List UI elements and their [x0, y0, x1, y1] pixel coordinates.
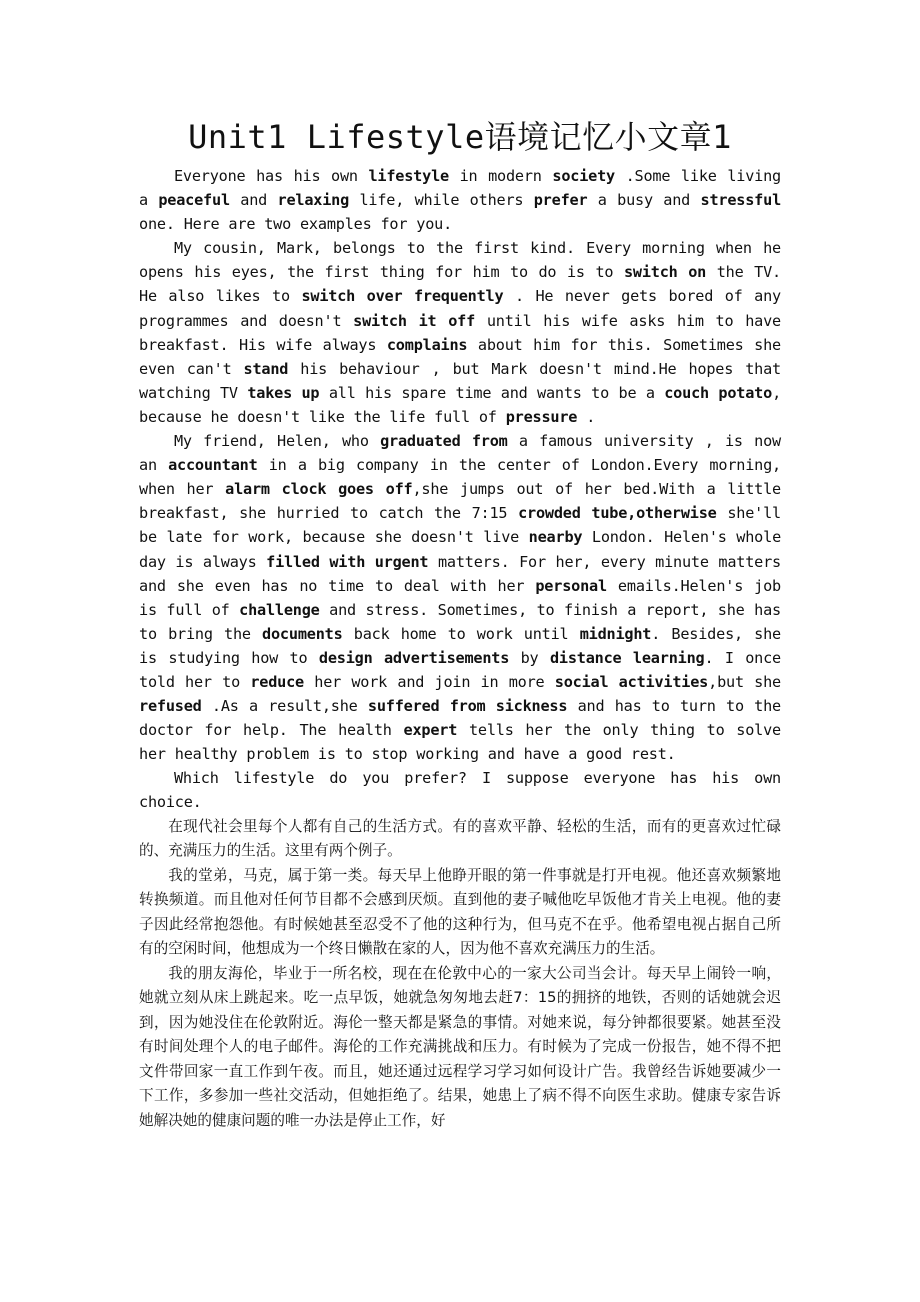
key-term: stand	[243, 359, 289, 378]
key-term: lifestyle	[368, 167, 449, 185]
english-paragraph	[139, 164, 781, 236]
document-title: Unit1 Lifestyle语境记忆小文章1	[188, 118, 732, 156]
text-run: Which lifestyle do you prefer? I suppose everyone has his own choice.	[139, 769, 781, 812]
text-run: and	[229, 191, 278, 210]
key-term: alarm clock goes off	[225, 480, 413, 499]
text-run: ,but she	[708, 672, 781, 691]
text-run: all his spare time and wants to be a	[319, 383, 665, 402]
chinese-paragraph: 在现代社会里每个人都有自己的生活方式。有的喜欢平静、轻松的生活，而有的更喜欢过忙碌的、充满压力的生活。这里有两个例子。	[139, 817, 781, 860]
key-term: takes up	[247, 383, 320, 402]
key-term: midnight	[579, 624, 652, 643]
key-term: reduce	[250, 672, 304, 691]
text-run: .	[577, 407, 596, 426]
text-run: , because he doesn't like the life full of	[139, 383, 782, 426]
text-run: and stress. Sometimes, to finish a report, she has to bring the	[139, 600, 781, 643]
text-run: .As a result,she	[201, 697, 368, 716]
key-term: graduated from	[380, 432, 508, 451]
key-term: refused	[139, 697, 202, 716]
text-run: back home to work until	[342, 624, 580, 643]
text-run: matters. For her, every minute matters and she even has no time to deal with her	[139, 552, 781, 595]
key-term: social activities	[554, 672, 709, 691]
english-paragraph	[139, 236, 781, 429]
text-run: emails.Helen's job is full of	[139, 576, 781, 619]
text-run: the TV. He also likes to	[139, 263, 781, 306]
chinese-paragraph: 我的朋友海伦，毕业于一所名校，现在在伦敦中心的一家大公司当会计。每天早上闹铃一响，她就立刻从床上跳起来。吃一点早饭，她就急匆匆地去赶7：15的拥挤的地铁，否则的话她就会迟到，因为她没住在伦敦附近。海伦一整天都是紧急的事情。对她来说，每分钟都很要紧。她甚至没有时间处理个人的电子邮件。海伦的工作充满挑战和压力。有时候为了完成一份报告，她不得不把文件带回家一直工作到午夜。而且，她还通过远程学习学习如何设计广告。我曾经告诉她要减少一下工作，多参加一些社交活动，但她拒绝了。结果，她患上了病不得不向医生求助。健康专家告诉她解决她的健康问题的唯一办法是停止工作，好	[139, 964, 781, 1129]
text-run: in modern	[448, 167, 553, 185]
document-page	[139, 112, 781, 1133]
text-run: London. Helen's whole day is always	[139, 528, 782, 571]
key-term: couch potato	[664, 383, 773, 402]
text-run: ,she jumps out of her bed.With a little breakfast, she hurried to catch the 7:15	[139, 480, 781, 523]
text-run: his behaviour , but Mark doesn't mind.He hopes that watching TV	[139, 359, 781, 402]
text-run: she'll be late for work, because she doesn't live	[139, 504, 781, 547]
key-term: challenge	[239, 600, 320, 619]
text-run: by	[509, 648, 550, 667]
text-run: My friend, Helen, who	[173, 432, 381, 451]
key-term: suffered from sickness	[367, 697, 568, 716]
key-term: switch it off	[353, 311, 476, 330]
text-run: . Besides, she is studying how to	[139, 624, 781, 667]
key-term: relaxing	[277, 191, 350, 210]
english-article	[139, 164, 781, 815]
english-paragraph	[139, 766, 781, 814]
english-paragraph	[139, 429, 781, 766]
text-run: one. Here are two examples for you.	[139, 215, 453, 234]
text-run: life, while others	[349, 191, 534, 210]
text-run: Everyone has his own	[173, 167, 369, 185]
key-term: pressure	[505, 407, 578, 426]
key-term: design advertisements	[318, 648, 510, 667]
text-run: .Some like living a	[139, 167, 781, 210]
text-run: a busy and	[587, 191, 701, 210]
text-run: tells her the only thing to solve her healthy problem is to stop working and have a good rest.	[139, 721, 781, 764]
text-run: until his wife asks him to have breakfast. His wife always	[139, 311, 781, 354]
key-term: society	[552, 167, 615, 185]
key-term: complains	[386, 335, 468, 354]
text-run: a famous university , is now an	[139, 432, 781, 475]
key-term: switch over frequently	[301, 287, 504, 306]
text-run: My cousin, Mark, belongs to the first kind. Every morning when he opens his eyes, the first thing for him to do is to	[139, 239, 781, 282]
text-run: about him for this. Sometimes she even can't	[139, 335, 781, 378]
key-term: filled with urgent	[266, 552, 429, 571]
key-term: stressful	[700, 191, 782, 210]
text-run: her work and join in more	[303, 672, 555, 691]
chinese-paragraph: 我的堂弟，马克，属于第一类。每天早上他睁开眼的第一件事就是打开电视。他还喜欢频繁地转换频道。而且他对任何节目都不会感到厌烦。直到他的妻子喊他吃早饭他才肯关上电视。他的妻子因此经常抱怨他。有时候她甚至忍受不了他的这种行为，但马克不在乎。他希望电视占据自己所有的空闲时间，他想成为一个终日懒散在家的人，因为他不喜欢充满压力的生活。	[139, 866, 781, 958]
key-term: prefer	[533, 191, 588, 210]
text-run: in a big company in the center of London.Every morning, when her	[139, 456, 781, 499]
text-run: . I once told her to	[139, 648, 781, 691]
key-term: distance learning	[549, 648, 705, 667]
key-term: crowded tube,otherwise	[518, 504, 717, 523]
key-term: personal	[535, 576, 607, 595]
chinese-translation	[139, 815, 781, 1134]
key-term: nearby	[528, 528, 583, 547]
key-term: switch on	[623, 263, 707, 282]
key-term: expert	[403, 721, 458, 740]
key-term: documents	[262, 624, 343, 643]
key-term: accountant	[168, 456, 258, 475]
text-run: and has to turn to the doctor for help. The health	[139, 697, 781, 740]
text-run: . He never gets bored of any programmes and doesn't	[139, 287, 781, 330]
key-term: peaceful	[158, 191, 230, 210]
